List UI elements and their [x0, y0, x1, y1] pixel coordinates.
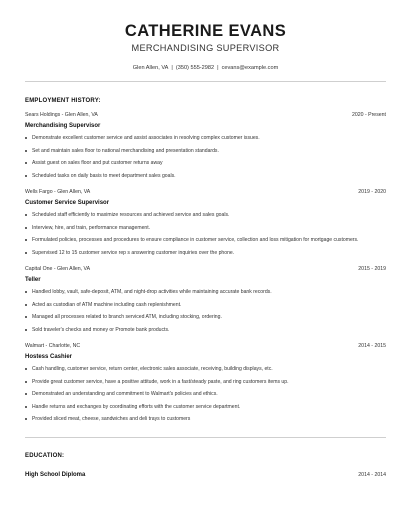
employment-heading: EMPLOYMENT HISTORY: [25, 98, 101, 104]
contact-email: cevans@example.com [221, 65, 279, 71]
job-entry [25, 112, 386, 179]
job-bullets [25, 366, 386, 423]
contact-location: Glen Allen, VA [132, 65, 169, 71]
job-company: Capital One - Glen Allen, VA [25, 266, 91, 272]
job-bullets [25, 135, 386, 179]
job-bullet: Set and maintain sales floor to national merchandising and presentation standards. [25, 148, 386, 155]
job-bullet: Demonstrated an understanding and commitment to Walmart's policies and ethics. [25, 391, 386, 398]
job-bullet: Scheduled tasks on daily basis to meet department sales goals. [25, 173, 386, 180]
job-company: Sears Holdings - Glen Allen, VA [25, 112, 98, 118]
job-bullet: Assist guest on sales floor and put customer returns away [25, 160, 386, 167]
candidate-name: CATHERINE EVANS [124, 22, 287, 40]
job-role: Teller [25, 277, 41, 283]
job-dates: 2015 - 2019 [358, 266, 386, 272]
job-bullet: Demonstrate excellent customer service and assist associates in resolving complex customer issues. [25, 135, 386, 142]
job-bullet: Provide great customer service, have a positive attitude, work in a fast/steady paste, and ring customers items up. [25, 379, 386, 386]
job-entry [25, 266, 386, 333]
job-entry [25, 343, 386, 423]
job-header [25, 189, 386, 196]
job-bullet: Formulated policies, processes and procedures to ensure compliance in customer service, collection and loss mitigation for mortgage customers. [25, 237, 386, 244]
job-role: Customer Service Supervisor [25, 200, 110, 206]
candidate-title: MERCHANDISING SUPERVISOR [131, 43, 280, 53]
education-entry [25, 471, 386, 479]
contact-phone: (350) 555-2982 [175, 65, 215, 71]
job-bullet: Acted as custodian of ATM machine including cash replenishment. [25, 302, 386, 309]
job-bullet: Provided sliced meat, cheese, sandwiches and deli trays to customers [25, 416, 386, 423]
job-bullet: Cash handling, customer service, return center, electronic sales associate, receiving, building displays, etc. [25, 366, 386, 373]
job-bullet: Managed all processes related to branch serviced ATM, including stocking, ordering. [25, 314, 386, 321]
job-entry [25, 189, 386, 256]
resume-header [25, 0, 386, 72]
job-bullet: Sold traveler's checks and money or Promote bank products. [25, 327, 386, 334]
contact-separator: | [171, 65, 173, 71]
job-bullets [25, 289, 386, 333]
job-bullet: Interview, hire, and train, performance management. [25, 225, 386, 232]
education-list [25, 471, 386, 479]
education-heading: EDUCATION: [25, 452, 65, 459]
job-dates: 2014 - 2015 [358, 343, 386, 349]
job-role: Hostess Cashier [25, 354, 73, 360]
job-company: Wells Fargo - Glen Allen, VA [25, 189, 91, 195]
header-divider [25, 81, 386, 82]
section-divider [25, 437, 386, 438]
job-dates: 2019 - 2020 [358, 189, 386, 195]
job-company: Walmart - Charlotte, NC [25, 343, 81, 349]
job-bullet: Handle returns and exchanges by coordinating efforts with the customer service department. [25, 404, 386, 411]
employment-list [25, 112, 386, 423]
job-header [25, 266, 386, 273]
contact-separator: | [217, 65, 219, 71]
job-bullet: Scheduled staff efficiently to maximize resources and achieved service and sales goals. [25, 212, 386, 219]
education-dates: 2014 - 2014 [358, 471, 386, 478]
contact-line [25, 65, 386, 72]
education-degree: High School Diploma [25, 471, 86, 478]
job-header [25, 112, 386, 119]
job-role: Merchandising Supervisor [25, 123, 101, 129]
job-dates: 2020 - Present [351, 112, 386, 118]
job-bullet: Handled lobby, vault, safe-deposit, ATM, and night-drop activities while maintaining accurate bank records. [25, 289, 386, 296]
job-bullet: Supervised 12 to 15 customer service rep s answering customer inquiries over the phone. [25, 250, 386, 257]
job-header [25, 343, 386, 350]
job-bullets [25, 212, 386, 256]
